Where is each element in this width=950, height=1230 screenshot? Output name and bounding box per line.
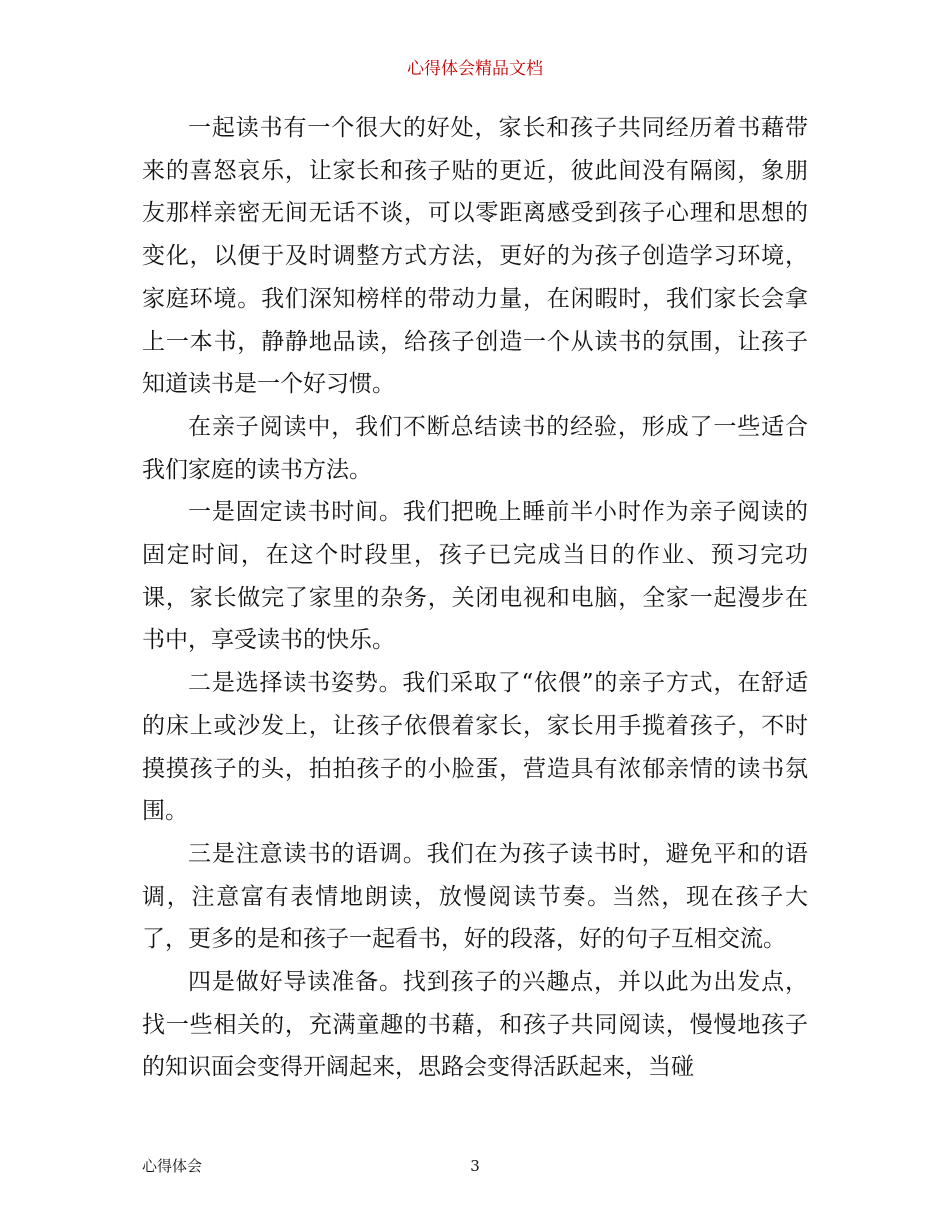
document-body — [142, 107, 808, 1089]
paragraph-reading-posture: 二是选择读书姿势。我们采取了“依偎”的亲子方式，在舒适的床上或沙发上，让孩子依偎着家长，家长用手揽着孩子，不时摸摸孩子的头，拍拍孩子的小脸蛋，营造具有浓郁亲情的读书氛围。 — [142, 670, 808, 825]
document-header-title: 心得体会精品文档 — [407, 59, 543, 79]
paragraph-reading-intonation: 三是注意读书的语调。我们在为孩子读书时，避免平和的语调，注意富有表情地朗读，放慢阅读节奏。当然，现在孩子大了，更多的是和孩子一起看书，好的段落，好的句子互相交流。 — [142, 840, 808, 953]
paragraph-reading-methods-intro: 在亲子阅读中，我们不断总结读书的经验，形成了一些适合我们家庭的读书方法。 — [142, 413, 808, 483]
page-number: 3 — [470, 1157, 480, 1175]
paragraph-reading-preparation: 四是做好导读准备。找到孩子的兴趣点，并以此为出发点，找一些相关的，充满童趣的书藉，和孩子共同阅读，慢慢地孩子的知识面会变得开阔起来，思路会变得活跃起来，当碰 — [142, 969, 808, 1081]
paragraph-fixed-reading-time: 一是固定读书时间。我们把晚上睡前半小时作为亲子阅读的固定时间，在这个时段里，孩子已完成当日的作业、预习完功课，家长做完了家里的杂务，关闭电视和电脑，全家一起漫步在书中，享受读书的快乐。 — [142, 499, 808, 654]
paragraph-reading-together-benefits: 一起读书有一个很大的好处，家长和孩子共同经历着书藉带来的喜怒哀乐，让家长和孩子贴的更近，彼此间没有隔阂，象朋友那样亲密无间无话不谈，可以零距离感受到孩子心理和思想的变化，以便于及时调整方式方法，更好的为孩子创造学习环境，家庭环境。我们深知榜样的带动力量，在闲暇时，我们家长会拿上一本书，静静地品读，给孩子创造一个从读书的氛围，让孩子知道读书是一个好习惯。 — [142, 115, 808, 398]
footer-label: 心得体会 — [142, 1157, 203, 1175]
